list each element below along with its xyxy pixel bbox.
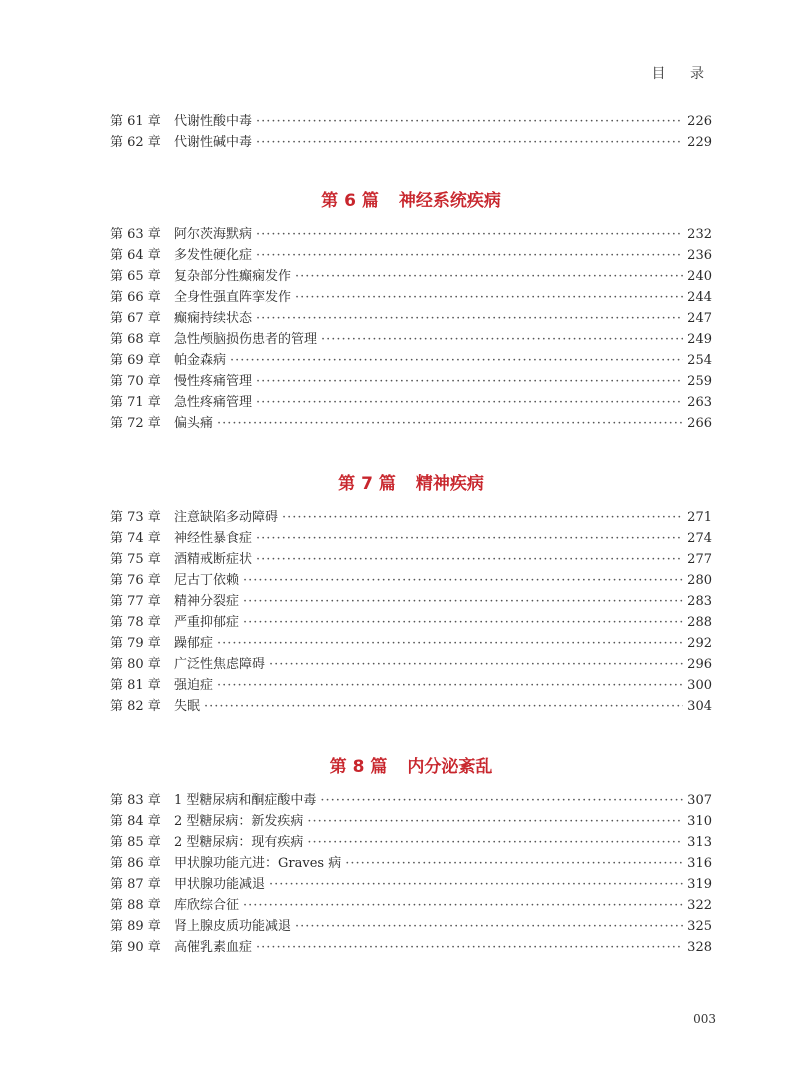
chapter-title: 库欣综合征 <box>174 898 240 913</box>
toc-entry[interactable] <box>110 507 712 528</box>
chapter-number: 第 76 章 <box>110 573 161 588</box>
part-number: 第 8 篇 <box>329 757 388 777</box>
chapter-number: 第 87 章 <box>110 877 161 892</box>
chapter-number: 第 73 章 <box>110 510 161 525</box>
toc-entry[interactable] <box>110 350 712 371</box>
chapter-number: 第 82 章 <box>110 699 161 714</box>
leader-dots <box>320 790 683 811</box>
toc-entry[interactable] <box>110 612 712 633</box>
chapter-number: 第 81 章 <box>110 678 161 693</box>
toc-section-part-7 <box>110 471 712 717</box>
toc-entry[interactable] <box>110 528 712 549</box>
leader-dots <box>269 654 683 675</box>
page-number: 274 <box>687 531 712 546</box>
page-number: 280 <box>687 573 712 588</box>
page-number: 263 <box>687 395 712 410</box>
chapter-title: 躁郁症 <box>174 636 214 651</box>
chapter-title: 2 型糖尿病：现有疾病 <box>174 835 304 850</box>
leader-dots <box>256 132 683 153</box>
page-number: 240 <box>687 269 712 284</box>
toc-entry[interactable] <box>110 654 712 675</box>
toc-section-part-8 <box>110 754 712 958</box>
page-number: 229 <box>687 135 712 150</box>
page-number: 316 <box>687 856 712 871</box>
chapter-title: 阿尔茨海默病 <box>174 227 253 242</box>
page-number: 328 <box>687 940 712 955</box>
leader-dots <box>230 350 683 371</box>
leader-dots <box>256 308 683 329</box>
chapter-title: 慢性疼痛管理 <box>174 374 253 389</box>
toc-entry[interactable] <box>110 591 712 612</box>
chapter-number: 第 62 章 <box>110 135 161 150</box>
chapter-number: 第 69 章 <box>110 353 161 368</box>
leader-dots <box>243 612 683 633</box>
chapter-number: 第 66 章 <box>110 290 161 305</box>
chapter-title: 癫痫持续状态 <box>174 311 253 326</box>
page-number: 247 <box>687 311 712 326</box>
page-number: 232 <box>687 227 712 242</box>
chapter-title: 神经性暴食症 <box>174 531 253 546</box>
page-number: 271 <box>687 510 712 525</box>
leader-dots <box>256 528 683 549</box>
chapter-number: 第 77 章 <box>110 594 161 609</box>
toc-entry[interactable] <box>110 916 712 937</box>
toc-entry[interactable] <box>110 287 712 308</box>
page-number: 300 <box>687 678 712 693</box>
chapter-number: 第 71 章 <box>110 395 161 410</box>
page-number: 236 <box>687 248 712 263</box>
toc-entry[interactable] <box>110 832 712 853</box>
leader-dots <box>256 549 683 570</box>
page-number: 313 <box>687 835 712 850</box>
toc-entry[interactable] <box>110 937 712 958</box>
chapter-title: 急性颅脑损伤患者的管理 <box>174 332 318 347</box>
chapter-number: 第 84 章 <box>110 814 161 829</box>
toc-entry[interactable] <box>110 132 712 153</box>
toc-entry[interactable] <box>110 811 712 832</box>
chapter-number: 第 67 章 <box>110 311 161 326</box>
part-name: 内分泌紊乱 <box>407 757 493 777</box>
chapter-title: 甲状腺功能亢进：Graves 病 <box>174 856 342 871</box>
chapter-title: 急性疼痛管理 <box>174 395 253 410</box>
page-number: 277 <box>687 552 712 567</box>
chapter-number: 第 85 章 <box>110 835 161 850</box>
chapter-number: 第 61 章 <box>110 114 161 129</box>
toc-entry[interactable] <box>110 675 712 696</box>
page-number: 304 <box>687 699 712 714</box>
chapter-title: 肾上腺皮质功能减退 <box>174 919 292 934</box>
leader-dots <box>256 371 683 392</box>
chapter-title: 全身性强直阵挛发作 <box>174 290 292 305</box>
toc-entry[interactable] <box>110 371 712 392</box>
part-title <box>110 754 712 780</box>
page-number: 266 <box>687 416 712 431</box>
chapter-title: 严重抑郁症 <box>174 615 240 630</box>
chapter-number: 第 90 章 <box>110 940 161 955</box>
page-number: 259 <box>687 374 712 389</box>
leader-dots <box>217 413 683 434</box>
toc-entry[interactable] <box>110 874 712 895</box>
page-number: 310 <box>687 814 712 829</box>
leader-dots <box>295 916 683 937</box>
leader-dots <box>269 874 683 895</box>
chapter-title: 高催乳素血症 <box>174 940 253 955</box>
chapter-title: 偏头痛 <box>174 416 214 431</box>
toc-entry[interactable] <box>110 224 712 245</box>
toc-entry[interactable] <box>110 245 712 266</box>
page-number: 319 <box>687 877 712 892</box>
leader-dots <box>295 266 683 287</box>
chapter-number: 第 88 章 <box>110 898 161 913</box>
folio-page-number: 003 <box>693 1012 716 1026</box>
chapter-number: 第 70 章 <box>110 374 161 389</box>
leader-dots <box>321 329 683 350</box>
chapter-number: 第 65 章 <box>110 269 161 284</box>
part-title <box>110 471 712 497</box>
chapter-number: 第 80 章 <box>110 657 161 672</box>
toc-entry[interactable] <box>110 696 712 717</box>
leader-dots <box>217 675 683 696</box>
chapter-title: 强迫症 <box>174 678 214 693</box>
chapter-title: 尼古丁依赖 <box>174 573 240 588</box>
leader-dots <box>243 570 683 591</box>
toc-entry[interactable] <box>110 895 712 916</box>
chapter-number: 第 64 章 <box>110 248 161 263</box>
part-name: 精神疾病 <box>415 474 484 494</box>
leader-dots <box>256 392 683 413</box>
chapter-title: 注意缺陷多动障碍 <box>174 510 279 525</box>
leader-dots <box>256 224 683 245</box>
chapter-title: 精神分裂症 <box>174 594 240 609</box>
chapter-number: 第 83 章 <box>110 793 161 808</box>
chapter-title: 多发性硬化症 <box>174 248 253 263</box>
page-number: 254 <box>687 353 712 368</box>
chapter-number: 第 63 章 <box>110 227 161 242</box>
page-number: 322 <box>687 898 712 913</box>
chapter-title: 失眠 <box>174 699 201 714</box>
leader-dots <box>217 633 683 654</box>
chapter-number: 第 79 章 <box>110 636 161 651</box>
page-number: 288 <box>687 615 712 630</box>
part-title <box>110 188 712 214</box>
chapter-number: 第 68 章 <box>110 332 161 347</box>
chapter-title: 帕金森病 <box>174 353 227 368</box>
leader-dots <box>256 245 683 266</box>
page-number: 296 <box>687 657 712 672</box>
toc-entry[interactable] <box>110 570 712 591</box>
page-number: 249 <box>687 332 712 347</box>
leader-dots <box>256 111 683 132</box>
leader-dots <box>204 696 683 717</box>
chapter-number: 第 72 章 <box>110 416 161 431</box>
chapter-title: 广泛性焦虑障碍 <box>174 657 266 672</box>
leader-dots <box>307 811 683 832</box>
toc-entry[interactable] <box>110 329 712 350</box>
chapter-title: 1 型糖尿病和酮症酸中毒 <box>174 793 317 808</box>
chapter-number: 第 74 章 <box>110 531 161 546</box>
chapter-title: 代谢性碱中毒 <box>174 135 253 150</box>
toc-entry[interactable] <box>110 633 712 654</box>
chapter-title: 酒精戒断症状 <box>174 552 253 567</box>
toc-entry[interactable] <box>110 790 712 811</box>
toc-entry[interactable] <box>110 266 712 287</box>
leader-dots <box>282 507 683 528</box>
toc-entry[interactable] <box>110 308 712 329</box>
part-number: 第 7 篇 <box>338 474 396 494</box>
chapter-title: 2 型糖尿病：新发疾病 <box>174 814 304 829</box>
page-number: 226 <box>687 114 712 129</box>
page-number: 283 <box>687 594 712 609</box>
chapter-title: 代谢性酸中毒 <box>174 114 253 129</box>
chapter-number: 第 89 章 <box>110 919 161 934</box>
toc-entry[interactable] <box>110 413 712 434</box>
chapter-number: 第 75 章 <box>110 552 161 567</box>
toc-entry[interactable] <box>110 111 712 132</box>
toc-entry[interactable] <box>110 549 712 570</box>
chapter-title: 复杂部分性癫痫发作 <box>174 269 292 284</box>
chapter-number: 第 86 章 <box>110 856 161 871</box>
page-number: 307 <box>687 793 712 808</box>
toc-entry[interactable] <box>110 853 712 874</box>
page-number: 292 <box>687 636 712 651</box>
page-number: 325 <box>687 919 712 934</box>
toc-section-continued <box>110 111 712 153</box>
running-header: 目 录 <box>651 66 714 82</box>
page-number: 244 <box>687 290 712 305</box>
chapter-number: 第 78 章 <box>110 615 161 630</box>
leader-dots <box>243 591 683 612</box>
leader-dots <box>345 853 683 874</box>
part-number: 第 6 篇 <box>321 191 379 211</box>
chapter-title: 甲状腺功能减退 <box>174 877 266 892</box>
leader-dots <box>243 895 683 916</box>
leader-dots <box>256 937 683 958</box>
toc-section-part-6 <box>110 188 712 434</box>
part-name: 神经系统疾病 <box>398 191 501 211</box>
leader-dots <box>295 287 683 308</box>
leader-dots <box>307 832 683 853</box>
toc-entry[interactable] <box>110 392 712 413</box>
